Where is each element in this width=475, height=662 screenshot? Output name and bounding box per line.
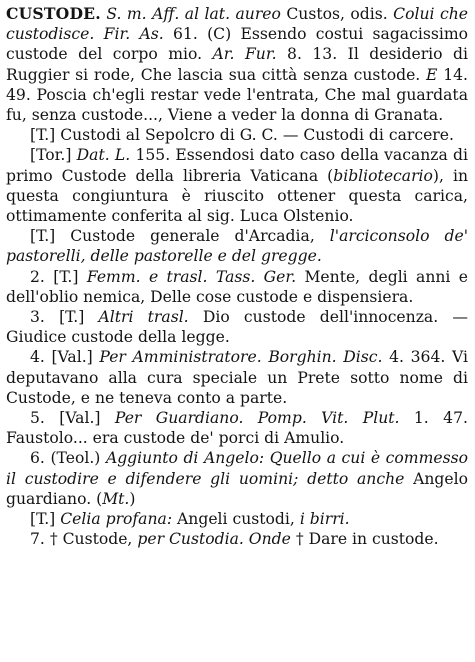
citation-text: 14. 49. Poscia ch'egli restar vede l'entrata, Che mal guardata fu, senza custode..., Viene a veder la donna di Granata. [6,65,468,125]
sense-2 [6,267,468,307]
entry-paragraph-vaticana [6,145,468,226]
sense-label: Per Guardiano. [114,409,244,428]
entry-paragraph-celia [6,509,468,529]
sense-number: 3. [T.] [30,308,85,327]
source-citation: Fir. As. [103,25,164,44]
example-quote: l'arciconsolo de' pastorelli, delle pastorelle e del gregge. [6,227,468,266]
source-citation: Tass. Ger. [215,267,297,286]
sense-number: 6. (Teol.) [30,449,101,468]
headword: CUSTODE. [6,4,101,23]
sense-3 [6,307,468,347]
entry-paragraph-sepolcro [6,125,468,145]
sense-number: 2. [T.] [30,267,79,286]
paragraph-tag: [Tor.] [30,146,72,165]
citation-text: 8. 13. Il desiderio di Ruggier si rode, Che lascia sua città senza custode. [6,45,468,84]
entry-paragraph-arcadia [6,226,468,266]
sense-label: Altri trasl. [98,308,189,327]
source-citation: Pomp. Vit. Plut. [257,409,400,428]
citation-text: 1. 47. Faustolo... era custode de' porci di Amulio. [6,409,468,448]
sense-quote: Quello a cui è commesso il custodire e difendere gli uomini; detto anche [6,449,468,488]
sense-label: per Custodia. Onde [137,530,291,549]
example-quote: i birri. [299,510,350,529]
sense-4 [6,347,468,408]
sense-number: 7. † Custode, [30,530,133,549]
example-text: [T.] Custode generale d'Arcadia, [30,227,315,246]
sense-7 [6,529,468,549]
example-text: [T.] Custodi al Sepolcro di G. C. — Custodi di carcere. [30,126,454,145]
grammar-note: S. m. Aff. al lat. aureo [106,5,281,23]
dictionary-entry [6,4,468,549]
sense-6 [6,448,468,509]
citation-text: Mente, degli anni e dell'oblio nemica, Delle cose custode e dispensiera. [6,267,468,306]
closing-paren: ) [129,489,136,508]
sense-label: Femm. e trasl. [86,267,208,286]
sense-5 [6,408,468,448]
citation-text: ), in questa congiuntura è riuscito ottener questa carica, ottimamente conferita al sig. Luca Olstenio. [6,166,468,226]
entry-paragraph-main [6,4,468,125]
sense-number: 4. [Val.] [30,348,93,367]
sense-label: Celia profana: [60,510,173,529]
example-text: Dio custode dell'innocenza. — Giudice custode della legge. [6,308,468,347]
citation-text: 4. 364. Vi deputavano alla cura speciale un Prete sotto nome di Custode, e ne teneva conto a parte. [6,348,468,407]
citation-text: 61. (C) Essendo costui sagacissimo custode del corpo mio. [6,25,468,64]
source-citation: Borghin. Disc. [268,348,383,367]
source-citation: Ar. Fur. [212,45,277,64]
paragraph-tag: [T.] [30,510,56,529]
example-text: Angelo guardiano. ( [6,469,468,508]
citation-text: 155. Essendosi dato caso della vacanza di primo Custode della libreria Vaticana ( [6,146,468,185]
gloss: bibliotecario [333,166,433,185]
example-text: Angeli custodi, [177,510,295,529]
definition: Colui che custodisce. [6,5,468,44]
source-citation: E [426,65,438,84]
sense-label: Per Amministratore. [99,348,262,367]
sense-label: Aggiunto di Angelo: [105,449,265,468]
example-text: † Dare in custode. [295,530,439,549]
source-citation: Mt. [102,489,130,508]
latin-etymon: Custos, odis. [286,5,388,23]
source-citation: Dat. L. [76,146,131,165]
sense-number: 5. [Val.] [30,409,101,428]
